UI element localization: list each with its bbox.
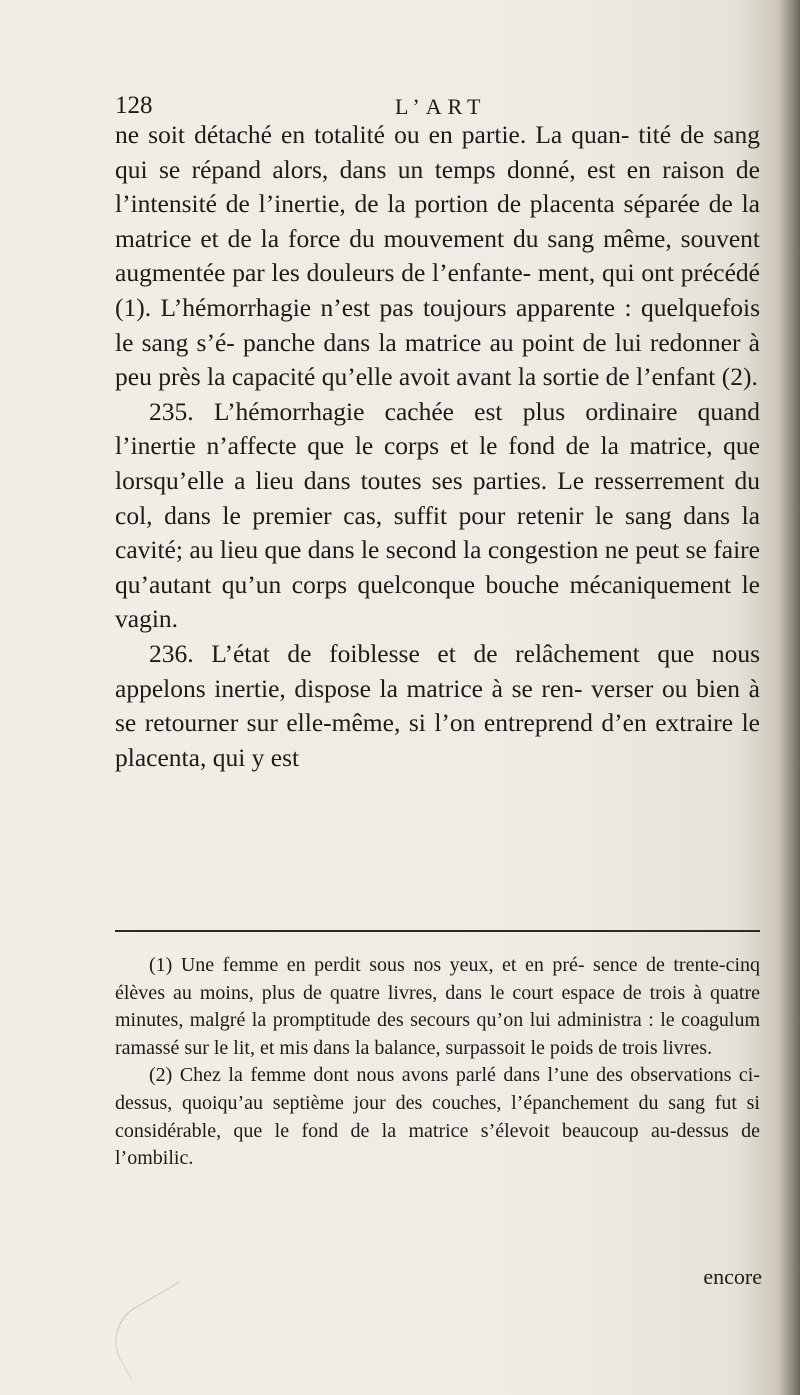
page-number: 128 xyxy=(115,92,153,119)
paragraph-continuation: ne soit détaché en totalité ou en partie. La quan- tité de sang qui se répand alors, dans un temps donné, est en raison de l’intensité de l’inertie, de la portion de placenta séparée de la matrice et de la force du mouvement du sang même, souvent augmentée par les douleurs de l’enfante- ment, qui ont précédé (1). L’hémorrhagie n’est pas toujours apparente : quelquefois le sang s’é- panche dans la matrice au point de lui redonner à peu près la capacité qu’elle avoit avant la sortie de l’enfant (2). xyxy=(115,120,760,392)
footnote-2: (2) Chez la femme dont nous avons parlé dans l’une des observations ci-dessus, quoiqu’au septième jour des couches, l’épanchement du sang fut si considérable, que le fond de la matrice s’élevoit beaucoup au-dessus de l’ombilic. xyxy=(115,1064,760,1170)
footnote-1: (1) Une femme en perdit sous nos yeux, et en pré- sence de trente-cinq élèves au moins, plus de quatre livres, dans le court espace de trois à quatre minutes, malgré la promptitude des secours qu’on lui administra : le coagulum ramassé sur le lit, et mis dans la balance, surpassoit le poids de trois livres. xyxy=(115,954,760,1059)
paragraph-235: 235. L’hémorrhagie cachée est plus ordinaire quand l’inertie n’affecte que le corps et le fond de la matrice, que lorsqu’elle a lieu dans toutes ses parties. Le resserrement du col, dans le premier cas, suffit pour retenir le sang dans la cavité; au lieu que dans le second la congestion ne peut se faire qu’autant qu’un corps quelconque bouche mécaniquement le vagin. xyxy=(115,396,760,634)
main-text xyxy=(115,118,760,775)
footnotes xyxy=(115,952,760,1173)
page-gutter-shadow xyxy=(778,0,800,1395)
paper-crease-mark xyxy=(101,1281,210,1379)
catchword: encore xyxy=(703,1264,762,1289)
paragraph-236: 236. L’état de foiblesse et de relâchement que nous appelons inertie, dispose la matrice à se ren- verser ou bien à se retourner sur elle-même, si l’on entreprend d’en extraire le placenta, qui y est xyxy=(115,638,760,772)
footnote-separator xyxy=(115,930,760,932)
running-head: L’ART xyxy=(395,94,487,119)
